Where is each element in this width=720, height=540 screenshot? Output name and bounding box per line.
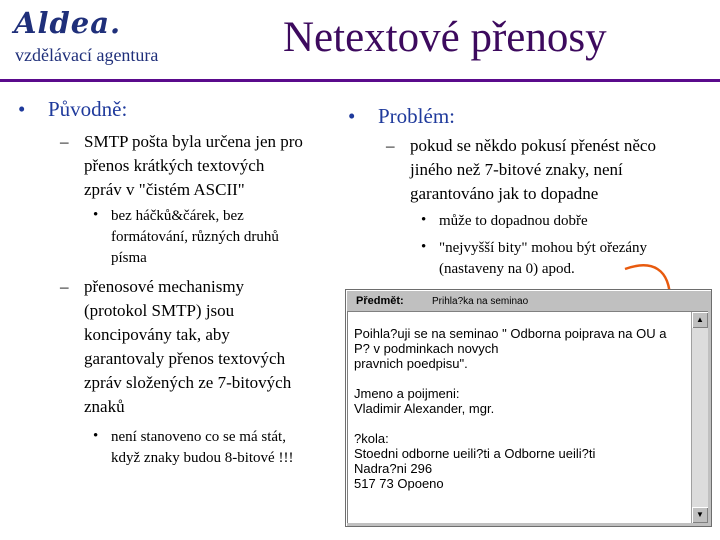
dash-icon: – xyxy=(60,132,69,151)
left-subitem-1-detail-text: bez háčků&čárek, bez formátování, různých druhů písma xyxy=(111,208,279,266)
left-bullet-text: Původně: xyxy=(48,97,128,121)
email-body[interactable] xyxy=(347,311,708,523)
logo: Aldea. xyxy=(14,6,122,40)
bullet-dot-icon: • xyxy=(348,104,356,128)
left-subitem-2-detail-text: není stanoveno co se má stát, když znaky budou 8-bitové !!! xyxy=(111,429,294,466)
left-subitem-2-text: přenosové mechanismy (protokol SMTP) jsou koncipovány tak, aby garantovaly přenos textových zpráv složených ze 7-bitových znaků xyxy=(84,277,292,416)
left-subitem-1-text: SMTP pošta byla určena jen pro přenos krátkých textových zpráv v "čistém ASCII" xyxy=(84,132,303,199)
agency-name: vzdělávací agentura xyxy=(15,45,159,65)
scroll-up-icon[interactable]: ▲ xyxy=(692,312,708,328)
bullet-dot-icon: • xyxy=(93,428,99,444)
email-scrollbar[interactable] xyxy=(691,312,708,523)
email-window xyxy=(345,289,712,527)
scroll-down-icon[interactable]: ▼ xyxy=(692,507,708,523)
bullet-dot-icon: • xyxy=(93,207,99,223)
right-detail-1-text: může to dopadnou dobře xyxy=(439,213,588,229)
right-subitem-1-text: pokud se někdo pokusí přenést něco jiného než 7-bitové znaky, není garantováno jak to dopadne xyxy=(410,136,656,203)
slide-title: Netextové přenosy xyxy=(283,14,607,61)
subject-label: Předmět: xyxy=(356,295,404,307)
bullet-dot-icon: • xyxy=(421,239,427,255)
right-bullet-text: Problém: xyxy=(378,104,455,128)
bullet-dot-icon: • xyxy=(18,97,26,121)
email-body-text: Poihla?uji se na seminao " Odborna poiprava na OU a P? v podminkach novych pravnich poedpisu". Jmeno a poijmeni: Vladimir Alexander, mgr. ?kola: Stoedni odborne ueili?ti a Odborne ueili?ti Nadra?ni 296 517 73 Opoeno xyxy=(354,326,667,491)
title-divider xyxy=(0,79,720,82)
right-detail-2-text: "nejvyšší bity" mohou být ořezány (nastaveny na 0) apod. xyxy=(439,240,648,277)
dash-icon: – xyxy=(386,136,395,155)
dash-icon: – xyxy=(60,277,69,296)
bullet-dot-icon: • xyxy=(421,212,427,228)
subject-value: Prihla?ka na seminao xyxy=(432,296,529,307)
